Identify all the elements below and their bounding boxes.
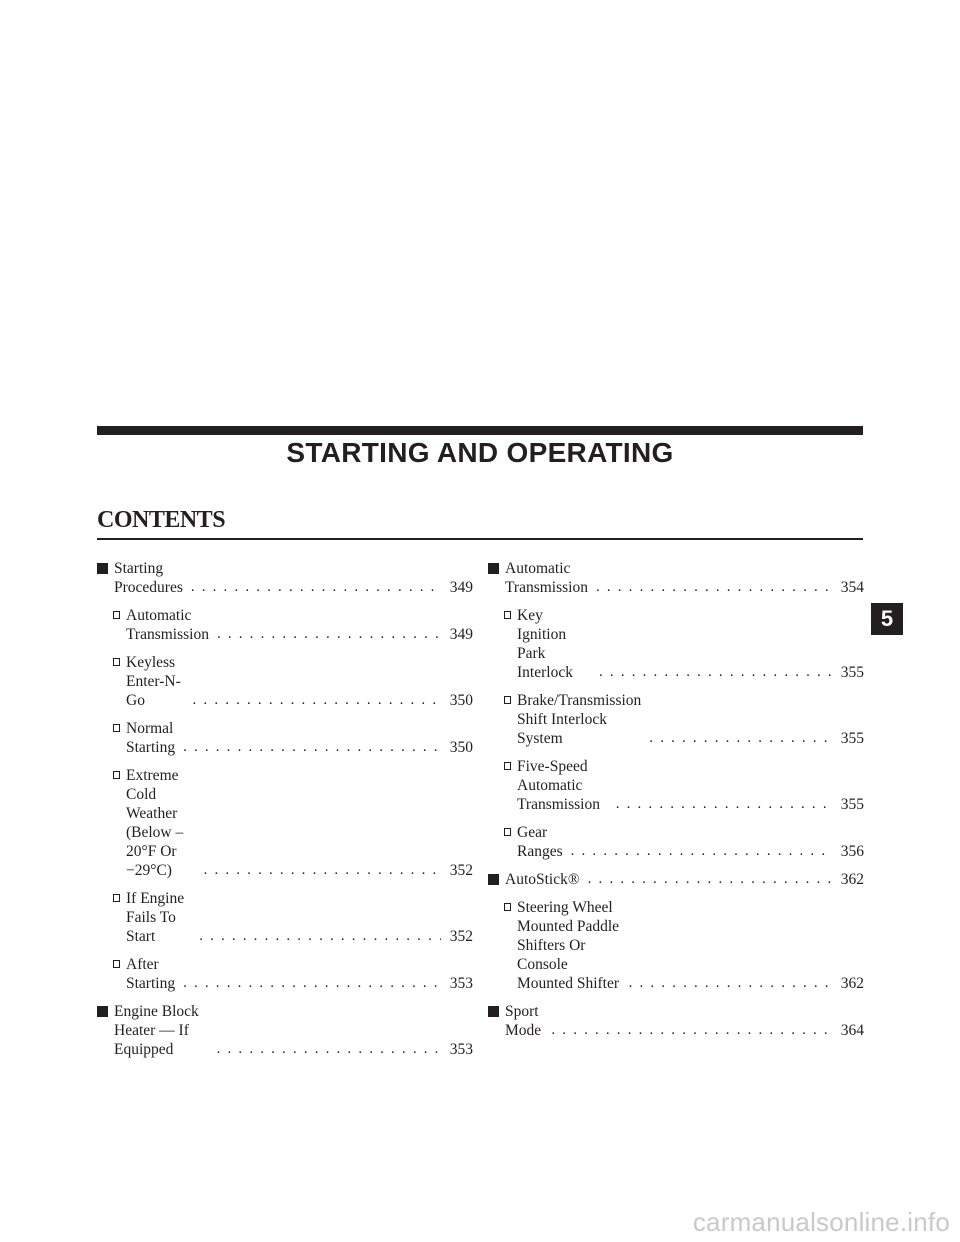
dot-leader	[191, 578, 441, 597]
toc-entry[interactable]	[97, 559, 473, 597]
filled-square-bullet-icon	[97, 1006, 108, 1017]
toc-entry-page-number: 353	[449, 1041, 473, 1058]
chapter-title: STARTING AND OPERATING	[286, 437, 674, 468]
toc-entry[interactable]	[97, 1002, 473, 1059]
toc-entry[interactable]	[488, 606, 864, 682]
toc-entry-label: Keyless Enter-N-Go	[126, 654, 181, 709]
toc-entry-page-number: 364	[840, 1022, 864, 1039]
dot-leader	[193, 691, 441, 710]
toc-entry-page-number: 352	[449, 928, 473, 945]
hollow-square-bullet-icon	[504, 696, 511, 704]
toc-entry[interactable]	[488, 691, 864, 748]
dot-leader	[588, 870, 832, 889]
dot-leader	[183, 738, 441, 757]
toc-left-column	[97, 559, 473, 1068]
dot-leader	[217, 1040, 441, 1059]
toc-entry-label: AutoStick®	[505, 871, 580, 888]
hollow-square-bullet-icon	[113, 724, 120, 732]
toc-entry[interactable]	[97, 955, 473, 993]
toc-entry[interactable]	[97, 653, 473, 710]
toc-entry-page-number: 349	[449, 626, 473, 643]
filled-square-bullet-icon	[488, 874, 499, 885]
hollow-square-bullet-icon	[113, 611, 120, 619]
dot-leader	[596, 578, 832, 597]
toc-entry-label: Normal Starting	[126, 720, 176, 756]
toc-entry[interactable]	[97, 606, 473, 644]
dot-leader	[649, 729, 832, 748]
hollow-square-bullet-icon	[504, 611, 511, 619]
toc-entry-page-number: 349	[449, 579, 473, 596]
toc-right-column	[488, 559, 864, 1049]
toc-entry-label: Extreme Cold Weather (Below –20°F Or −29°C)	[126, 767, 184, 879]
contents-divider	[97, 538, 863, 540]
toc-entry-page-number: 362	[840, 871, 864, 888]
filled-square-bullet-icon	[488, 563, 499, 574]
toc-entry[interactable]	[97, 719, 473, 757]
toc-entry-label: Engine Block Heater — If Equipped	[114, 1003, 199, 1058]
toc-entry-page-number: 350	[449, 739, 473, 756]
hollow-square-bullet-icon	[113, 960, 120, 968]
toc-entry-page-number: 356	[840, 843, 864, 860]
dot-leader	[204, 861, 441, 880]
toc-entry-page-number: 355	[840, 730, 864, 747]
toc-entry[interactable]	[488, 757, 864, 814]
dot-leader	[183, 974, 441, 993]
toc-entry[interactable]	[97, 889, 473, 946]
toc-entry-label: After Starting	[126, 956, 176, 992]
toc-entry-label: Five-Speed Automatic Transmission	[517, 758, 600, 813]
hollow-square-bullet-icon	[504, 828, 511, 836]
contents-heading: CONTENTS	[97, 507, 226, 533]
toc-entry-page-number: 355	[840, 796, 864, 813]
hollow-square-bullet-icon	[113, 894, 120, 902]
dot-leader	[616, 795, 832, 814]
toc-entry[interactable]	[488, 870, 864, 889]
dot-leader	[217, 625, 441, 644]
dot-leader	[571, 842, 832, 861]
watermark: carmanualsonline.info	[692, 1207, 950, 1237]
dot-leader	[551, 1021, 832, 1040]
chapter-tab: 5	[871, 603, 903, 635]
toc-entry-label: Gear Ranges	[517, 824, 563, 860]
toc-entry-page-number: 350	[449, 692, 473, 709]
toc-entry-label: Automatic Transmission	[505, 560, 588, 596]
filled-square-bullet-icon	[488, 1006, 499, 1017]
toc-entry-page-number: 352	[449, 862, 473, 879]
toc-entry-page-number: 355	[840, 664, 864, 681]
toc-entry-label: Starting Procedures	[114, 560, 183, 596]
toc-entry-label: If Engine Fails To Start	[126, 890, 185, 945]
toc-entry-label: Key Ignition Park Interlock	[517, 607, 573, 681]
toc-entry[interactable]	[488, 898, 864, 993]
toc-entry-page-number: 362	[840, 975, 864, 992]
dot-leader	[599, 663, 832, 682]
toc-entry-label: Automatic Transmission	[126, 607, 209, 643]
toc-entry-label: Sport Mode	[505, 1003, 542, 1039]
toc-entry-label: Brake/Transmission Shift Interlock System	[517, 692, 642, 747]
hollow-square-bullet-icon	[504, 903, 511, 911]
toc-entry[interactable]	[488, 1002, 864, 1040]
dot-leader	[629, 974, 832, 993]
toc-entry[interactable]	[488, 823, 864, 861]
toc-entry[interactable]	[97, 766, 473, 880]
toc-entry-label: Steering Wheel Mounted Paddle Shifters Or Console Mounted Shifter	[517, 899, 620, 992]
toc-entry-page-number: 353	[449, 975, 473, 992]
dot-leader	[199, 927, 441, 946]
hollow-square-bullet-icon	[504, 762, 511, 770]
filled-square-bullet-icon	[97, 563, 108, 574]
hollow-square-bullet-icon	[113, 771, 120, 779]
toc-entry[interactable]	[488, 559, 864, 597]
toc-entry-page-number: 354	[840, 579, 864, 596]
chapter-header-bar	[97, 426, 863, 435]
hollow-square-bullet-icon	[113, 658, 120, 666]
